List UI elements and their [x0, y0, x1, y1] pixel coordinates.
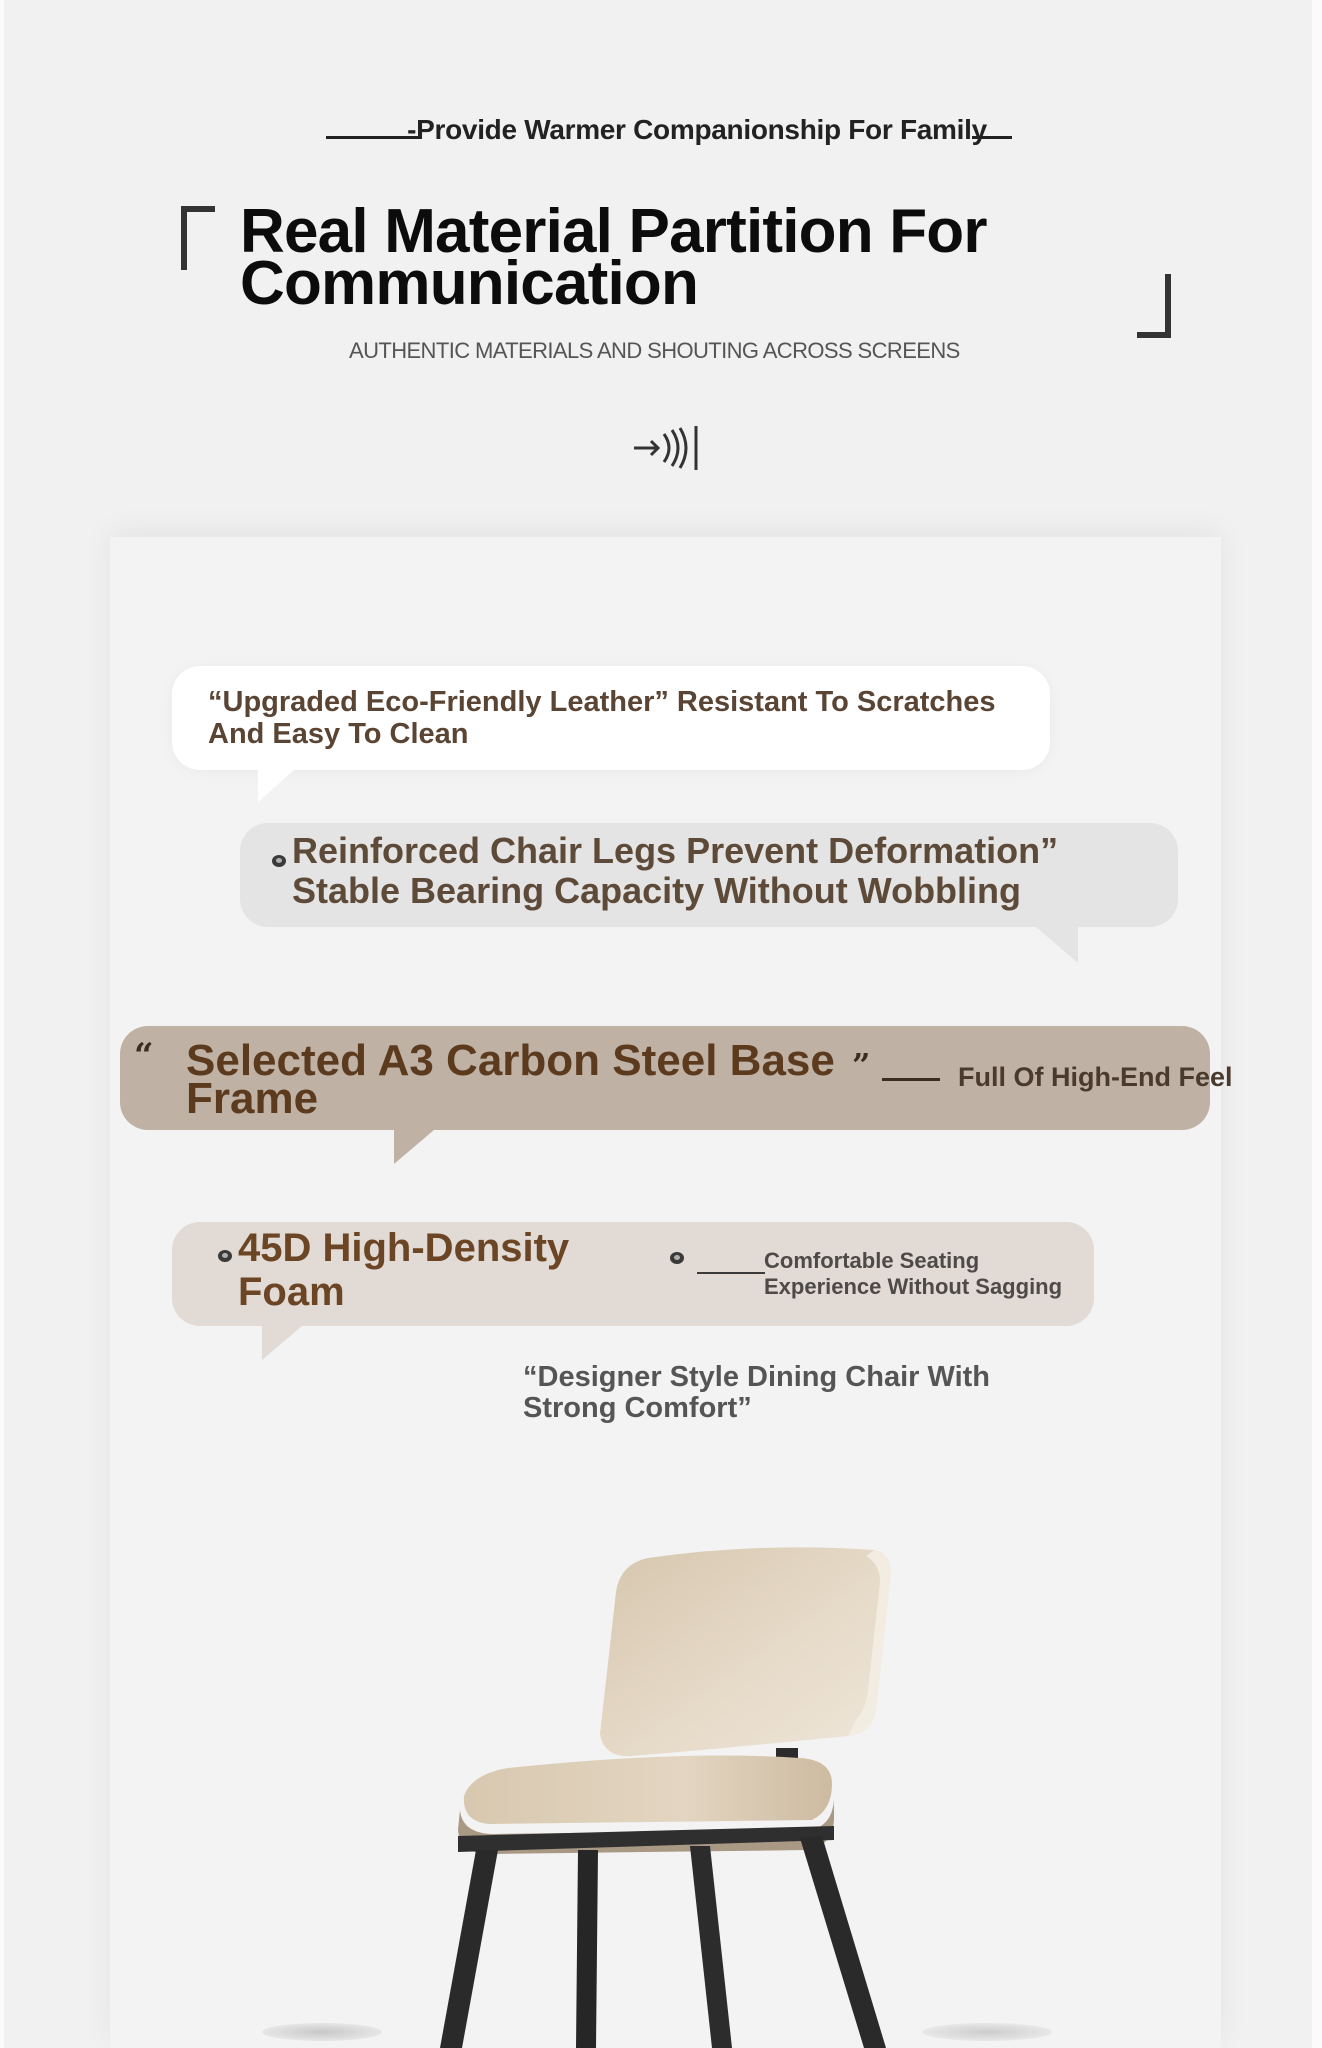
bubble-tail — [262, 1326, 302, 1360]
page-subtitle: AUTHENTIC MATERIALS AND SHOUTING ACROSS SCREENS — [349, 338, 960, 363]
arrow-right-waves-icon — [632, 422, 702, 474]
title-line-2: Communication — [240, 249, 699, 318]
feature-side-text: Comfortable Seating Experience Without Sagging — [764, 1248, 1063, 1299]
feature-bubble-leather — [172, 666, 1050, 770]
bullet-dot-icon — [670, 1252, 684, 1264]
page-edge-left — [0, 0, 4, 2048]
title-line-1: Real Material Partition For — [240, 197, 987, 266]
feature-text: 45D High-Density Foam — [238, 1226, 570, 1314]
feature-text: Selected A3 Carbon Steel Base Frame — [186, 1036, 835, 1123]
feature-dash — [882, 1078, 940, 1081]
page-edge-right — [1312, 0, 1322, 2048]
close-quote-icon: ” — [852, 1046, 871, 1084]
feature-text: Reinforced Chair Legs Prevent Deformation” Stable Bearing Capacity Without Wobbling — [292, 830, 1059, 911]
feature-text: “Upgraded Eco-Friendly Leather” Resistant To Scratches And Easy To Clean — [208, 686, 996, 750]
floor-shadow-left — [262, 2023, 382, 2041]
feature-dash — [697, 1272, 765, 1274]
bubble-tail — [258, 770, 294, 802]
open-quote-icon: “ — [134, 1036, 154, 1076]
bubble-tail — [394, 1130, 434, 1164]
product-caption: “Designer Style Dining Chair With Strong Comfort” — [523, 1361, 991, 1424]
dining-chair-image — [380, 1520, 1000, 2048]
feature-bubble-steel-base — [120, 1026, 1233, 1130]
bracket-bottom-right-icon — [1137, 274, 1171, 338]
bracket-top-left-icon — [181, 206, 215, 270]
bullet-dot-icon — [218, 1250, 232, 1262]
feature-bubble-legs — [240, 823, 1178, 927]
bubble-tail — [1036, 927, 1078, 963]
feature-bubble-foam — [172, 1222, 1094, 1326]
eyebrow — [320, 108, 1012, 152]
page-title — [240, 197, 1140, 318]
bullet-dot-icon — [272, 855, 286, 867]
feature-side-text: Full Of High-End Feel — [958, 1062, 1233, 1092]
eyebrow-text: -Provide Warmer Companionship For Family — [407, 114, 987, 145]
